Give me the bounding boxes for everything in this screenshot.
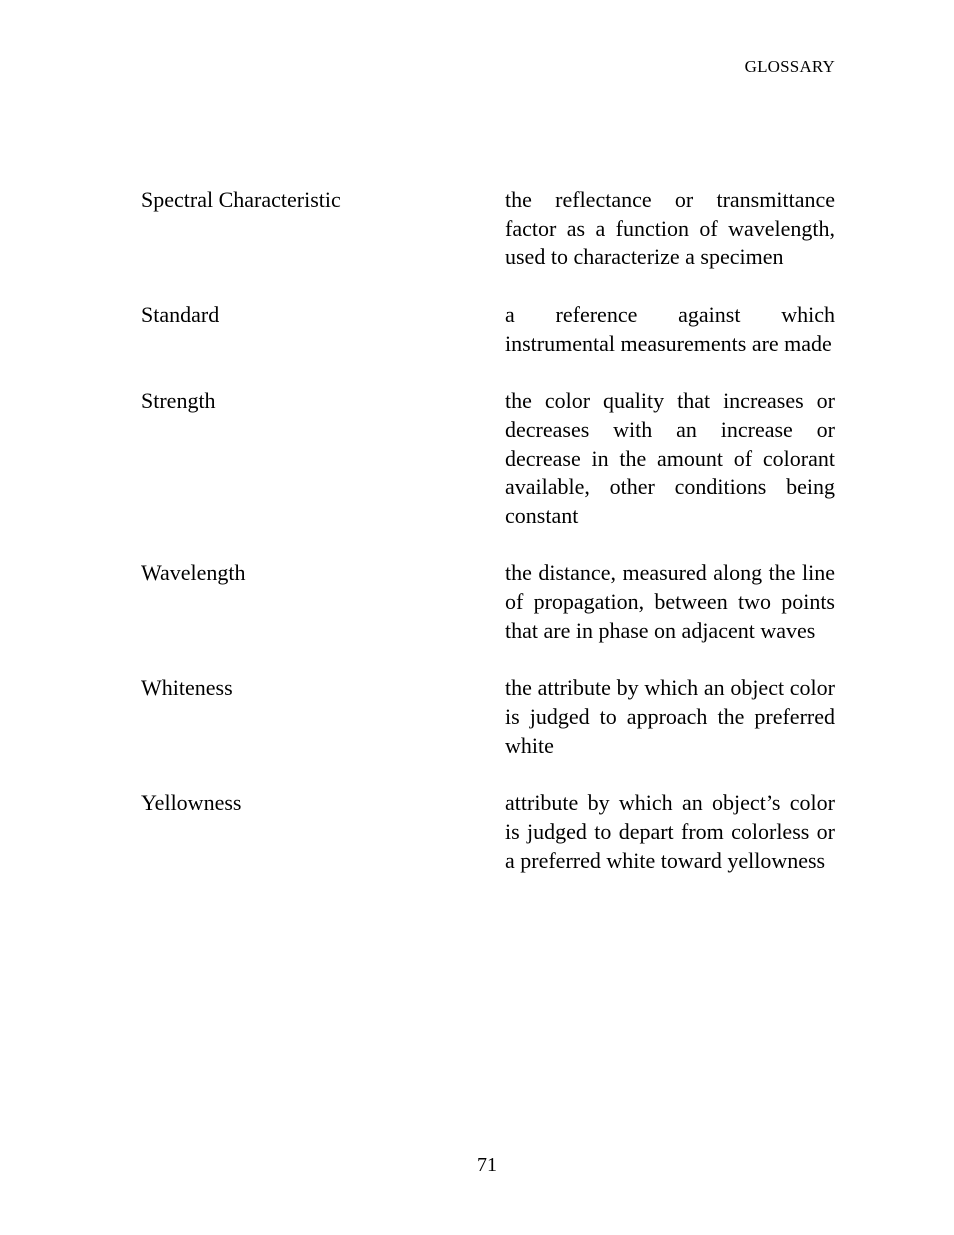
glossary-entry [141,674,835,760]
glossary-definition: attribute by which an object’s color is judged to depart from colorless or a preferred white toward yellowness [505,790,835,873]
glossary-entry [141,301,835,358]
glossary-definition: the reflectance or transmittance factor as a function of wavelength, used to characterize a specimen [505,187,835,270]
glossary-term: Strength [141,388,216,414]
glossary-term: Whiteness [141,675,233,701]
glossary-definition: a reference against which instrumental measurements are made [505,301,835,356]
glossary-definition: the distance, measured along the line of propagation, between two points that are in phase on adjacent waves [505,560,835,643]
glossary-term: Standard [141,301,220,327]
page-number: 71 [477,1154,497,1176]
glossary-term: Wavelength [141,560,246,586]
glossary-entry [141,186,835,272]
glossary-entry [141,789,835,875]
running-header: GLOSSARY [744,57,835,76]
glossary-entry [141,387,835,531]
glossary-definition: the attribute by which an object color is judged to approach the preferred white [505,675,835,758]
glossary-term: Yellowness [141,790,242,816]
glossary-list [141,186,835,904]
glossary-term: Spectral Characteristic [141,187,341,212]
glossary-entry [141,559,835,645]
glossary-definition: the color quality that increases or decreases with an increase or decrease in the amount of colorant available, other conditions being constant [505,388,835,528]
